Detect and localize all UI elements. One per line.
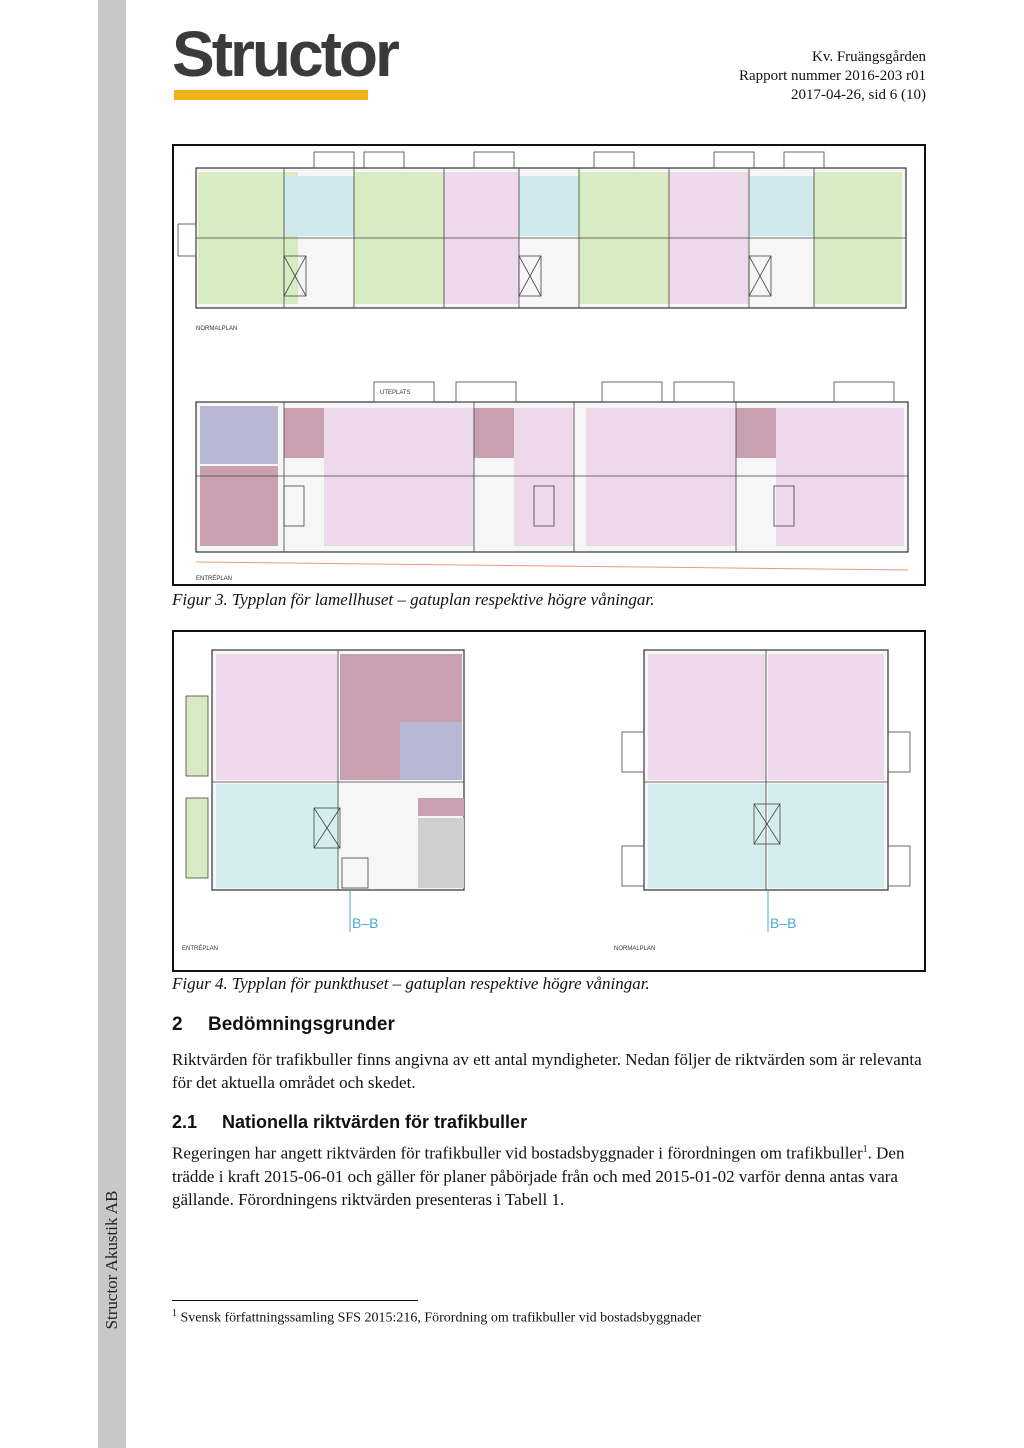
footnote-divider [172, 1300, 418, 1301]
logo-accent-bar [174, 90, 368, 100]
section-mark-right: B–B [770, 915, 797, 931]
figure4-label-normalplan: NORMALPLAN [614, 946, 656, 952]
figure-3-floorplan [172, 144, 926, 586]
figure-4-floorplan [172, 630, 926, 972]
header-project: Kv. Fruängsgården [811, 49, 926, 65]
section-2-1-heading [172, 1112, 527, 1133]
section-2-number: 2 [172, 1014, 183, 1035]
floorplan-punkthuset-image [174, 632, 924, 970]
section-2-paragraph: Riktvärden för trafikbuller finns angivna av ett antal myndigheter. Nedan följer de riktvärden som är relevanta för det aktuella området och skedet. [172, 1050, 922, 1092]
report-header [739, 48, 926, 105]
section-2-1-text-end: . Den trädde i kraft 2015-06-01 och gäller för planer påbörjade från och med 2015-01-02 varför denna antas vara gällande. Förordningens riktvärden presenteras i Tabell 1. [172, 1143, 905, 1209]
figure4-label-entreplan: ENTRÉPLAN [182, 946, 219, 952]
figure3-label-uteplats: UTEPLATS [380, 390, 411, 396]
figure3-label-normalplan: NORMALPLAN [196, 326, 238, 332]
sidebar-company-text: Structor Akustik AB [102, 1190, 121, 1330]
section-2-heading [172, 1014, 395, 1036]
section-mark-left: B–B [352, 915, 379, 931]
footnote-number: 1 [172, 1308, 177, 1319]
figure-3-caption: Figur 3. Typplan för lamellhuset – gatuplan respektive högre våningar. [172, 590, 655, 609]
structor-logo [172, 18, 397, 102]
footnote [172, 1308, 701, 1327]
header-report-number: Rapport nummer 2016-203 r01 [738, 68, 926, 84]
section-2-1-text-start: Regeringen har angett riktvärden för trafikbuller vid bostadsbyggnader i förordningen om trafikbuller [172, 1143, 863, 1163]
figure-4-caption: Figur 4. Typplan för punkthuset – gatuplan respektive högre våningar. [172, 974, 650, 993]
floorplan-lamellhuset-image [174, 146, 924, 584]
section-2-1-paragraph [172, 1138, 932, 1211]
footnote-text: Svensk författningssamling SFS 2015:216, Förordning om trafikbuller vid bostadsbyggnader [177, 1310, 702, 1326]
footnote-ref: 1 [862, 1144, 868, 1155]
section-2-1-number: 2.1 [172, 1112, 198, 1132]
figure3-label-entreplan: ENTRÉPLAN [196, 576, 233, 582]
section-2-1-title: Nationella riktvärden för trafikbuller [222, 1112, 528, 1132]
header-date-page: 2017-04-26, sid 6 (10) [791, 87, 926, 103]
section-2-title: Bedömningsgrunder [208, 1014, 395, 1035]
logo-text: Structor [172, 18, 397, 90]
